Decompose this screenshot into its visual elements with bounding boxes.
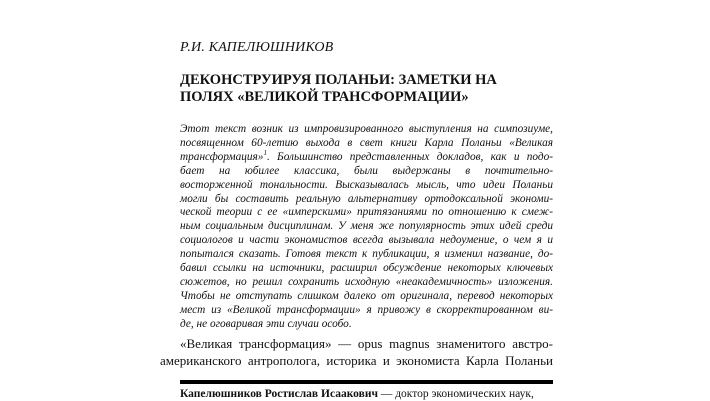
abstract-line: мест из «Великой трансформации» я привожу в скорректированном ви- bbox=[180, 303, 553, 316]
title-line-2: ПОЛЯХ «ВЕЛИКОЙ ТРАНСФОРМАЦИИ» bbox=[180, 89, 469, 105]
author-name: Р.И. КАПЕЛЮШНИКОВ bbox=[180, 40, 334, 55]
footnote-divider bbox=[180, 380, 553, 384]
abstract-line: бает на юбилее классика, были выдержаны в почтительно- bbox=[180, 164, 553, 177]
abstract-line-start: трансформация» bbox=[180, 150, 264, 163]
abstract-line bbox=[180, 151, 553, 165]
abstract-line-end: . Большинство представленных докладов, как и подо- bbox=[266, 150, 553, 163]
title-line-1: ДЕКОНСТРУИРУЯ ПОЛАНЬИ: ЗАМЕТКИ НА bbox=[180, 72, 497, 88]
body-line-2: американского антрополога, историка и экономиста Карла Поланьи bbox=[160, 352, 553, 368]
body-paragraph bbox=[160, 336, 553, 369]
abstract-line: ным социальным дисциплинам. У меня же популярность этих идей среди bbox=[180, 220, 553, 233]
abstract-line: социологов и части экономистов всегда вызывала недоумение, о чем я и bbox=[180, 234, 553, 247]
abstract-line: бавил ссылки на источники, расширил обсуждение некоторых ключевых bbox=[180, 262, 553, 275]
abstract-line: могли бы составить реальную альтернативу ортодоксальной экономи- bbox=[180, 192, 553, 205]
author-footnote bbox=[180, 388, 553, 401]
abstract-line: сюжетов, но решил сохранить исходную «неакадемичность» изложения. bbox=[180, 275, 553, 288]
footnote-author-text: — доктор экономических наук, bbox=[377, 388, 534, 400]
abstract-line: посвященном 60-летию выхода в свет книги Карла Поланьи «Великая bbox=[180, 136, 553, 149]
article-title bbox=[180, 72, 560, 106]
abstract bbox=[180, 123, 553, 332]
abstract-line: Этот текст возник из импровизированного выступления на симпозиуме, bbox=[180, 123, 553, 135]
abstract-line: Чтобы не отступать слишком далеко от оригинала, перевод некоторых bbox=[180, 289, 553, 302]
abstract-line: де, не оговаривая эти случаи особо. bbox=[180, 317, 352, 330]
abstract-line: ческой теории с ее «имперскими» притязаниями по отношению к смеж- bbox=[180, 206, 553, 219]
body-line-1: «Великая трансформация» — opus magnus знаменитого австро- bbox=[180, 336, 553, 351]
footnote-mark[interactable]: 1 bbox=[263, 149, 267, 158]
footnote-author-name: Капелюшников Ростислав Исаакович bbox=[180, 388, 378, 400]
abstract-line: восторженной тональности. Высказывалась мысль, что идеи Поланьи bbox=[180, 178, 553, 191]
abstract-line: попытался сказать. Готовя текст к публикации, я изменил название, до- bbox=[180, 248, 553, 261]
